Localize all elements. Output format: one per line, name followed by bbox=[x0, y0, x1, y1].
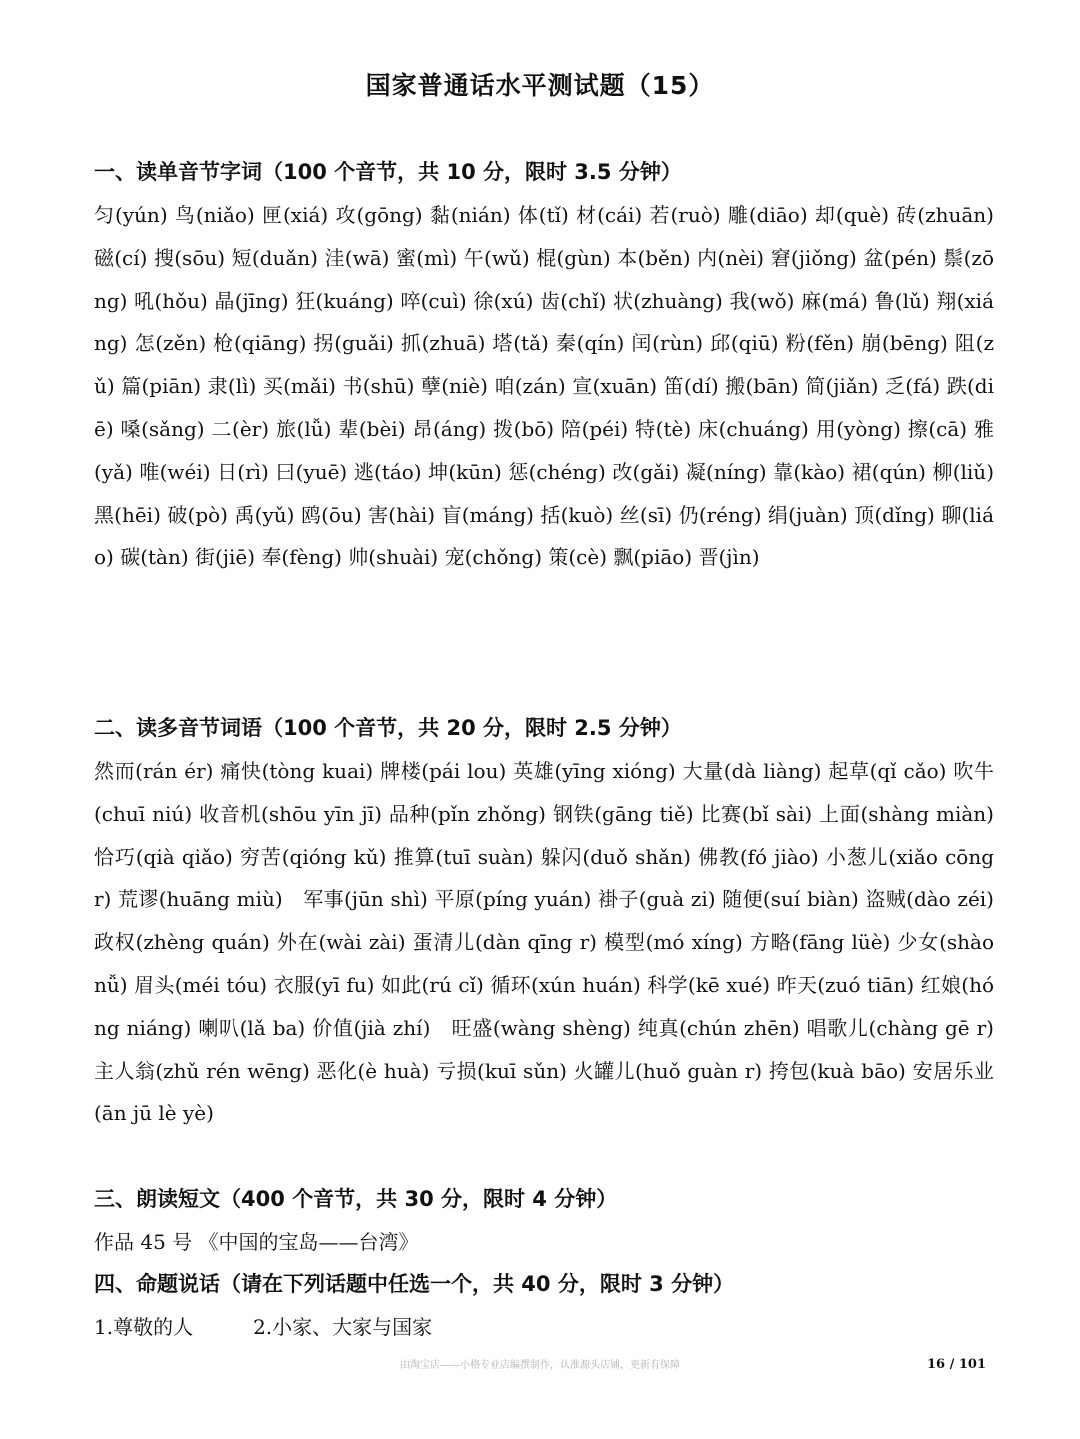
section-heading: 四、命题说话（请在下列话题中任选一个，共 40 分，限时 3 分钟） bbox=[94, 1272, 735, 1296]
section-multi-syllable bbox=[94, 707, 994, 1135]
section-heading: 二、读多音节词语（100 个音节，共 20 分，限时 2.5 分钟） bbox=[94, 716, 682, 740]
page-title: 国家普通话水平测试题（15） bbox=[365, 71, 715, 100]
section-heading: 一、读单音节字词（100 个音节，共 10 分，限时 3.5 分钟） bbox=[94, 160, 682, 184]
section-reading bbox=[94, 1178, 994, 1264]
section-text: 1.尊敬的人 2.小家、大家与国家 bbox=[94, 1315, 433, 1339]
footer-note: 由淘宝店——小格专业店编撰制作，认准源头店铺，更新有保障 bbox=[400, 1360, 680, 1371]
section-text: 匀(yún) 鸟(niǎo) 匣(xiá) 攻(gōng) 黏(nián) 体(tǐ) 材(cái) 若(ruò) 雕(diāo) 却(què) 砖(zhuān) 磁(cí) 搜(sōu) 短(duǎn) 洼(wā) 蜜(mì) 午(wǔ) 棍(gùn) 本(běn) 内(nèi) 窘(jiǒng) 盆(pén) 鬃(zōng) 吼(hǒu) 晶(jīng) 狂(kuáng) 啐(cuì) 徐(xú) 齿(chǐ) 状(zhuàng) 我(wǒ) 麻(má) 鲁(lǔ) 翔(xiáng) 怎(zěn) 枪(qiāng) 拐(guǎi) 抓(zhuā) 塔(tǎ) 秦(qín) 闰(rùn) 邱(qiū) 粉(fěn) 崩(bēng) 阻(zǔ) 篇(piān) 隶(lì) 买(mǎi) 书(shū) 孽(niè) 咱(zán) 宣(xuān) 笛(dí) 搬(bān) 简(jiǎn) 乏(fá) 跌(diē) 嗓(sǎng) 二(èr) 旅(lǚ) 辈(bèi) 昂(áng) 拨(bō) 陪(péi) 特(tè) 床(chuáng) 用(yòng) 擦(cā) 雅(yǎ) 唯(wéi) 日(rì) 曰(yuē) 逃(táo) 坤(kūn) 惩(chéng) 改(gǎi) 凝(níng) 靠(kào) 裙(qún) 柳(liǔ) 黑(hēi) 破(pò) 禹(yǔ) 鸥(ōu) 害(hài) 盲(máng) 括(kuò) 丝(sī) 仍(réng) 绢(juàn) 顶(dǐng) 聊(liáo) 碳(tàn) 街(jiē) 奉(fèng) 帅(shuài) 宠(chǒng) 策(cè) 飘(piāo) 晋(jìn) bbox=[94, 203, 994, 570]
section-heading: 三、朗读短文（400 个音节，共 30 分，限时 4 分钟） bbox=[94, 1187, 618, 1211]
page-number: 16 / 101 bbox=[926, 1357, 986, 1372]
section-text: 作品 45 号 《中国的宝岛——台湾》 bbox=[94, 1230, 419, 1254]
section-single-syllable bbox=[94, 151, 994, 579]
section-speaking bbox=[94, 1263, 994, 1349]
section-text: 然而(rán ér) 痛快(tòng kuai) 牌楼(pái lou) 英雄(yīng xióng) 大量(dà liàng) 起草(qǐ cǎo) 吹牛(chuī niú) 收音机(shōu yīn jī) 品种(pǐn zhǒng) 钢铁(gāng tiě) 比赛(bǐ sài) 上面(shàng miàn) 恰巧(qià qiǎo) 穷苦(qióng kǔ) 推算(tuī suàn) 躲闪(duǒ shǎn) 佛教(fó jiào) 小葱儿(xiǎo cōng r) 荒谬(huāng miù) 军事(jūn shì) 平原(píng yuán) 褂子(guà zi) 随便(suí biàn) 盗贼(dào zéi) 政权(zhèng quán) 外在(wài zài) 蛋清儿(dàn qīng r) 模型(mó xíng) 方略(fāng lüè) 少女(shào nǚ) 眉头(méi tóu) 衣服(yī fu) 如此(rú cǐ) 循环(xún huán) 科学(kē xué) 昨天(zuó tiān) 红娘(hóng niáng) 喇叭(lǎ ba) 价值(jià zhí) 旺盛(wàng shèng) 纯真(chún zhēn) 唱歌儿(chàng gē r) 主人翁(zhǔ rén wēng) 恶化(è huà) 亏损(kuī sǔn) 火罐儿(huǒ guàn r) 挎包(kuà bāo) 安居乐业(ān jū lè yè) bbox=[94, 759, 994, 1126]
